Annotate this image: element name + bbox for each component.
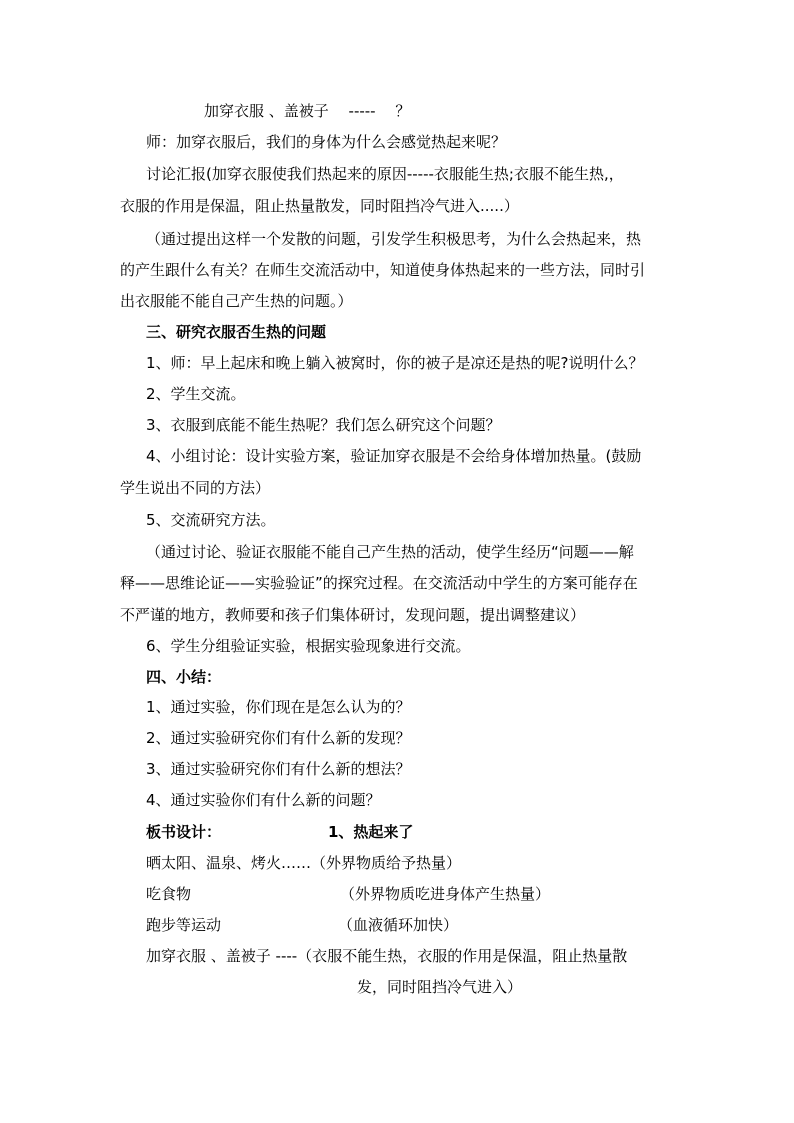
- text-line: 加穿衣服 、盖被子 ----- ？: [204, 102, 411, 120]
- text-line: （通过讨论、验证衣服能不能自己产生热的活动，使学生经历“问题——解: [146, 543, 634, 561]
- text-line: 学生说出不同的方法）: [120, 479, 271, 497]
- board-design-topic: 1、热起来了: [328, 823, 414, 841]
- board-row-left: 吃食物: [146, 885, 192, 903]
- board-row-left: 跑步等运动: [146, 916, 222, 934]
- text-line: 释——思维论证——实验验证”的探究过程。在交流活动中学生的方案可能存在: [120, 574, 638, 592]
- text-line: 5、交流研究方法。: [146, 511, 276, 529]
- text-line: 讨论汇报(加穿衣服使我们热起来的原因-----衣服能生热;衣服不能生热,，: [146, 165, 624, 183]
- text-line: 衣服的作用是保温，阻止热量散发，同时阻挡冷气进入.....）: [120, 197, 519, 215]
- board-row: 加穿衣服 、盖被子 ----（衣服不能生热，衣服的作用是保温，阻止热量散: [146, 947, 628, 965]
- text-line: 1、师：早上起床和晚上躺入被窝时，你的被子是凉还是热的呢?说明什么？: [146, 354, 644, 372]
- section-heading: 四、小结：: [146, 668, 222, 686]
- text-line: （通过提出这样一个发散的问题，引发学生积极思考，为什么会热起来，热: [146, 230, 642, 248]
- board-row-right: （外界物质吃进身体产生热量）: [340, 885, 551, 903]
- text-line: 不严谨的地方，教师要和孩子们集体研讨，发现问题，提出调整建议）: [120, 606, 586, 624]
- text-line: 师：加穿衣服后，我们的身体为什么会感觉热起来呢？: [146, 133, 507, 151]
- text-line: 出衣服能不能自己产生热的问题。）: [120, 292, 353, 310]
- text-line: 4、小组讨论：设计实验方案，验证加穿衣服是不会给身体增加热量。(鼓励: [146, 447, 642, 465]
- board-design-heading: 板书设计：: [146, 823, 222, 841]
- text-line: 1、通过实验，你们现在是怎么认为的？: [146, 698, 411, 716]
- board-row: 晒太阳、温泉、烤火……（外界物质给予热量）: [146, 854, 462, 872]
- text-line: 2、通过实验研究你们有什么新的发现？: [146, 729, 411, 747]
- board-row-right: （血液循环加快）: [338, 916, 459, 934]
- text-line: 4、通过实验你们有什么新的问题？: [146, 791, 381, 809]
- section-heading: 三、研究衣服否生热的问题: [146, 323, 327, 341]
- text-line: 的产生跟什么有关？在师生交流活动中，知道使身体热起来的一些方法，同时引: [120, 261, 646, 279]
- board-row-continuation: 发，同时阻挡冷气进入）: [357, 978, 523, 996]
- text-line: 3、衣服到底能不能生热呢？我们怎么研究这个问题？: [146, 416, 501, 434]
- text-line: 6、学生分组验证实验，根据实验现象进行交流。: [146, 637, 471, 655]
- text-line: 3、通过实验研究你们有什么新的想法？: [146, 760, 411, 778]
- text-line: 2、学生交流。: [146, 385, 246, 403]
